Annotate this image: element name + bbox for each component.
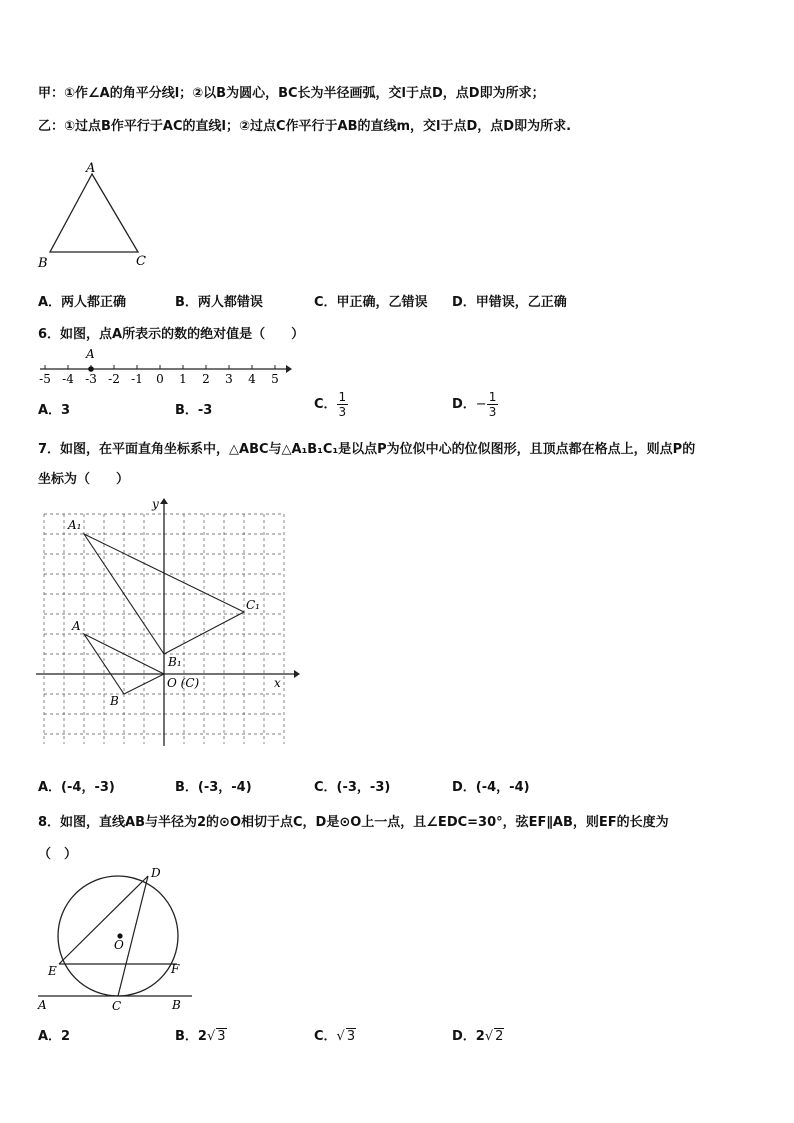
fraction-denominator: 3 bbox=[488, 405, 497, 419]
q6-option-c-fraction bbox=[337, 390, 349, 419]
q6-option-d-fraction bbox=[487, 390, 499, 419]
q6-option-c-prefix: C． bbox=[314, 397, 337, 412]
label-b: B bbox=[110, 694, 119, 708]
q8-stem-line1: 8．如图，直线AB与半径为2的⊙O相切于点C，D是⊙O上一点，且∠EDC=30°，弦EF∥AB，则EF的长度为 bbox=[38, 815, 669, 830]
q5-option-b: B．两人都错误 bbox=[175, 295, 263, 310]
tick-label: -5 bbox=[39, 372, 51, 386]
label-a1: A₁ bbox=[68, 518, 82, 532]
label-e: E bbox=[48, 964, 57, 978]
q8-stem-line2: （ ） bbox=[38, 847, 78, 862]
q8-option-b bbox=[175, 1025, 227, 1044]
label-b1: B₁ bbox=[168, 655, 182, 669]
label-c: C bbox=[136, 254, 146, 269]
tick-label: -3 bbox=[85, 372, 97, 386]
q5-option-d: D．甲错误，乙正确 bbox=[452, 295, 567, 310]
q8-option-d-radicand: 2 bbox=[495, 1029, 504, 1044]
tick-label: 4 bbox=[248, 372, 256, 386]
q5-triangle-figure bbox=[34, 160, 164, 272]
label-b: B bbox=[38, 256, 48, 271]
point-a-label: A bbox=[86, 347, 95, 361]
triangle-abc bbox=[50, 174, 138, 252]
label-b: B bbox=[172, 998, 181, 1012]
segment-ed bbox=[59, 876, 148, 964]
tick-label: 1 bbox=[179, 372, 187, 386]
q6-number-line bbox=[34, 344, 294, 386]
q8-option-a: A．2 bbox=[38, 1029, 71, 1044]
label-d: D bbox=[151, 866, 161, 880]
label-f: F bbox=[171, 962, 180, 976]
q5-option-a: A．两人都正确 bbox=[38, 295, 127, 310]
q7-option-a: A．(-4，-3) bbox=[38, 780, 115, 795]
q6-option-d-prefix: D． bbox=[452, 397, 476, 412]
tick-label: -4 bbox=[62, 372, 74, 386]
q7-option-d: D．(-4，-4) bbox=[452, 780, 530, 795]
q6-option-d bbox=[452, 390, 498, 419]
tick-label: 5 bbox=[271, 372, 279, 386]
sqrt-icon: √ bbox=[206, 1029, 216, 1044]
label-o: O bbox=[114, 938, 124, 952]
label-y: y bbox=[152, 497, 159, 511]
fraction-numerator: 1 bbox=[488, 390, 497, 404]
label-x: x bbox=[274, 676, 281, 690]
q7-option-b: B．(-3，-4) bbox=[175, 780, 252, 795]
q8-option-b-radicand: 3 bbox=[217, 1029, 226, 1044]
sqrt-icon: √ bbox=[484, 1029, 494, 1044]
fraction-numerator: 1 bbox=[338, 390, 347, 404]
x-axis-arrow bbox=[294, 670, 300, 678]
sqrt-icon: √ bbox=[336, 1029, 345, 1044]
q5-jia-text: 甲：①作∠A的角平分线l；②以B为圆心，BC长为半径画弧，交l于点D，点D即为所求； bbox=[38, 86, 545, 101]
q6-stem: 6．如图，点A所表示的数的绝对值是（ ） bbox=[38, 327, 305, 342]
q8-option-c-radicand: 3 bbox=[346, 1029, 356, 1044]
tick-label: 0 bbox=[156, 372, 164, 386]
q5-yi-text: 乙：①过点B作平行于AC的直线l；②过点C作平行于AB的直线m，交l于点D，点D即为所求. bbox=[38, 119, 572, 134]
q7-coordinate-figure bbox=[36, 494, 300, 756]
q8-option-c bbox=[314, 1025, 356, 1044]
q8-option-b-prefix: B．2 bbox=[175, 1029, 207, 1044]
label-a: A bbox=[72, 619, 81, 633]
number-line-arrow bbox=[286, 365, 292, 373]
label-c: C bbox=[112, 999, 122, 1012]
q8-circle-figure bbox=[34, 864, 198, 1012]
fraction-denominator: 3 bbox=[338, 405, 347, 419]
q6-option-d-sign: − bbox=[475, 397, 487, 412]
label-c1: C₁ bbox=[246, 598, 260, 612]
q8-option-d bbox=[452, 1025, 504, 1044]
label-a: A bbox=[86, 161, 96, 176]
q5-option-c: C．甲正确，乙错误 bbox=[314, 295, 428, 310]
q7-stem-line2: 坐标为（ ） bbox=[38, 472, 130, 487]
q7-option-c: C．(-3，-3) bbox=[314, 780, 391, 795]
label-o-c: O (C) bbox=[167, 676, 200, 690]
tick-label: -2 bbox=[108, 372, 120, 386]
tick-label: 3 bbox=[225, 372, 233, 386]
q6-option-c bbox=[314, 390, 348, 419]
label-a: A bbox=[38, 998, 47, 1012]
q6-option-b: B．-3 bbox=[175, 403, 213, 418]
tick-label: 2 bbox=[202, 372, 210, 386]
y-axis-arrow bbox=[160, 498, 168, 504]
q6-option-a: A．3 bbox=[38, 403, 71, 418]
q8-option-d-prefix: D．2 bbox=[452, 1029, 485, 1044]
point-a-dot bbox=[88, 366, 94, 372]
q7-stem-line1: 7．如图，在平面直角坐标系中，△ABC与△A₁B₁C₁是以点P为位似中心的位似图形，且顶点都在格点上，则点P的 bbox=[38, 442, 696, 457]
tick-label: -1 bbox=[131, 372, 143, 386]
q8-option-c-prefix: C． bbox=[314, 1029, 337, 1044]
